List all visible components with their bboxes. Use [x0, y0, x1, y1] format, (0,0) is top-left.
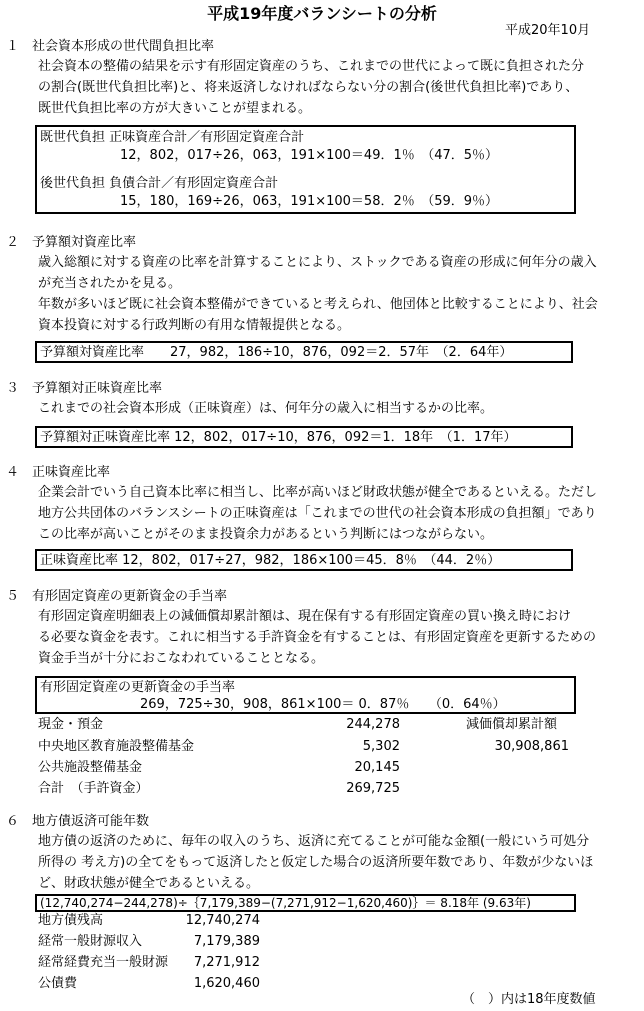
- paragraph-line: る必要な資金を表す。これに相当する手許資金を有することは、有形固定資産を更新するための: [38, 630, 596, 645]
- page-title: 平成19年度バランシートの分析: [207, 4, 437, 23]
- paragraph-line: 所得の 考え方)の全てをもって返済したと仮定した場合の返済所要年数であり、年数が少ないほ: [38, 855, 594, 870]
- section-4-formula-box: [35, 549, 573, 571]
- formula-result: 予算額対正味資産比率 12，802，017÷10，876，092＝1．18年 （1．17年）: [40, 430, 517, 445]
- section-3-heading: ３ 予算額対正味資産比率: [6, 381, 163, 396]
- debt-row-value: 1,620,460: [193, 976, 260, 991]
- formula-result: (12,740,274−244,278)÷｛7,179,389−(7,271,912−1,620,460)｝＝ 8.18年 (9.63年): [40, 896, 531, 910]
- fund-row-label: 公共施設整備基金: [38, 760, 143, 775]
- paragraph-line: 企業会計でいう自己資本比率に相当し、比率が高いほど財政状態が健全であるといえる。ただし: [38, 485, 598, 500]
- report-date: 平成20年10月: [505, 23, 591, 38]
- paragraph-line: が充当されたかを見る。: [38, 276, 182, 291]
- section-6-paragraph: [38, 831, 638, 894]
- formula-result: 正味資産比率 12，802，017÷27，982，186×100＝45．8％ （44．2％）: [40, 553, 501, 568]
- section-1-heading: １ 社会資本形成の世代間負担比率: [6, 39, 215, 54]
- formula-label: 既世代負担 正味資産合計／有形固定資産合計: [40, 130, 305, 145]
- fund-row-label: 中央地区教育施設整備基金: [38, 739, 195, 754]
- debt-row-label: 経常経費充当一般財源: [38, 955, 169, 970]
- paragraph-line: 有形固定資産明細表上の減価償却累計額は、現在保有する有形固定資産の買い換え時におけ: [38, 609, 572, 624]
- fund-row-label: 合計 （手許資金）: [38, 781, 149, 796]
- paragraph-line: 地方公共団体のバランスシートの正味資産は「これまでの世代の社会資本形成の負担額」であり: [38, 506, 597, 521]
- section-3-formula-box: [35, 426, 573, 448]
- debt-row-label: 経常一般財源収入: [38, 934, 143, 949]
- formula-result: 12，802，017÷26，063，191×100＝49．1％ （47．5％）: [120, 148, 499, 163]
- formula-result: 269，725÷30，908，861×100＝ 0．87％ （0．64％）: [140, 697, 506, 712]
- paragraph-line: 年数が多いほど既に社会資本整備ができていると考えられ、他団体と比較することにより、社会: [38, 297, 598, 312]
- depreciation-value: 30,908,861: [494, 739, 569, 754]
- fund-row-value: 5,302: [362, 739, 400, 754]
- section-5-heading: ５ 有形固定資産の更新資金の手当率: [6, 589, 228, 604]
- paragraph-line: 歳入総額に対する資産の比率を計算することにより、ストックである資産の形成に何年分の歳入: [38, 255, 597, 270]
- section-4-heading: ４ 正味資産比率: [6, 465, 111, 480]
- fund-row-value: 20,145: [354, 760, 400, 775]
- debt-row-label: 地方債残高: [38, 913, 104, 928]
- section-2-heading: ２ 予算額対資産比率: [6, 235, 137, 250]
- section-5-paragraph: [38, 606, 638, 669]
- paragraph-line: 資金手当が十分におこなわれていることとなる。: [38, 651, 325, 666]
- section-6-formula-box: [35, 894, 576, 912]
- section-6-heading: ６ 地方債返済可能年数: [6, 814, 150, 829]
- paragraph-line: 社会資本の整備の結果を示す有形固定資産のうち、これまでの世代によって既に負担された分: [38, 59, 585, 74]
- fund-row-value: 269,725: [346, 781, 400, 796]
- section-5-formula-box: [35, 676, 576, 714]
- debt-row-value: 7,179,389: [193, 934, 260, 949]
- paragraph-line: 既世代負担比率の方が大きいことが望まれる。: [38, 101, 312, 116]
- section-2-paragraph: [38, 252, 638, 336]
- section-1-paragraph: [38, 56, 638, 119]
- paragraph-line: ど、財政状態が健全であるといえる。: [38, 876, 260, 891]
- depreciation-label: 減価償却累計額: [466, 717, 558, 732]
- paragraph-line: の割合(既世代負担比率)と、将来返済しなければならない分の割合(後世代負担比率)であり、: [38, 80, 579, 95]
- section-1-formula-box: [35, 125, 576, 214]
- section-2-formula-box: [35, 341, 573, 363]
- section-3-paragraph: [38, 398, 638, 419]
- paragraph-line: これまでの社会資本形成（正味資産）は、何年分の歳入に相当するかの比率。: [38, 401, 494, 416]
- debt-row-label: 公債費: [38, 976, 78, 991]
- formula-result: 15，180，169÷26，063，191×100＝58．2％ （59．9％）: [120, 194, 499, 209]
- paragraph-line: 資本投資に対する行政判断の有用な情報提供となる。: [38, 318, 351, 333]
- fund-row-value: 244,278: [346, 717, 400, 732]
- footnote: （ ）内は18年度数値: [462, 992, 596, 1007]
- paragraph-line: この比率が高いことがそのまま投資余力があるという判断にはつながらない。: [38, 527, 494, 542]
- fund-row-label: 現金・預金: [38, 717, 104, 732]
- debt-row-value: 7,271,912: [193, 955, 260, 970]
- paragraph-line: 地方債の返済のために、毎年の収入のうち、返済に充てることが可能な金額(一般にいう可処分: [38, 834, 590, 849]
- debt-row-value: 12,740,274: [185, 913, 260, 928]
- formula-result: 予算額対資産比率 27，982，186÷10，876，092＝2．57年 （2．64年）: [40, 345, 513, 360]
- formula-label: 後世代負担 負債合計／有形固定資産合計: [40, 176, 279, 191]
- formula-label: 有形固定資産の更新資金の手当率: [40, 680, 236, 695]
- section-4-paragraph: [38, 482, 638, 545]
